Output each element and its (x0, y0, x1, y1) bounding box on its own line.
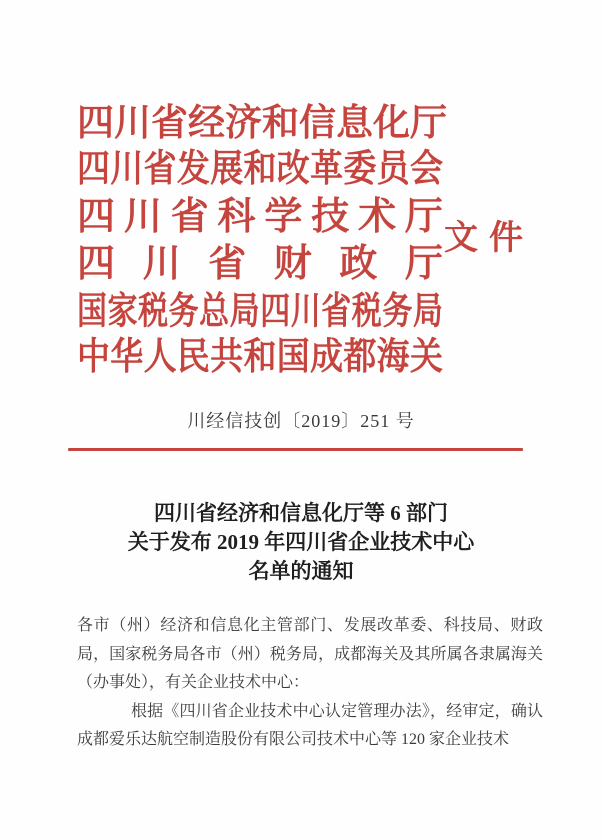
document-type-label: 文件 (444, 220, 534, 257)
red-letterhead (77, 95, 447, 379)
red-divider-line (68, 448, 523, 451)
agency-line-1: 四 川 省 经 济 和 信 息 化 厅 (77, 102, 447, 144)
document-body (77, 612, 543, 755)
title-line-1: 四川省经济和信息化厅等 6 部门 (154, 501, 448, 525)
addressee-paragraph: 各市（州）经济和信息化主管部门、发展改革委、科技局、财政局，国家税务局各市（州）税务局，成都海关及其所属各隶属海关（办事处），有关企业技术中心： (77, 617, 543, 691)
body-paragraph: 根据《四川省企业技术中心认定管理办法》，经审定，确认成都爱乐达航空制造股份有限公司技术中心等 120 家企业技术 (77, 702, 543, 748)
agency-line-4: 四 川 省 财 政 厅 (77, 243, 443, 285)
title-line-2: 关于发布 2019 年四川省企业技术中心 (127, 530, 475, 554)
agency-line-6: 中 华 人 民 共 和 国 成 都 海 关 (77, 336, 443, 379)
agency-line-5: 国 家 税 务 总 局 四 川 省 税 务 局 (77, 290, 443, 332)
agency-line-2: 四 川 省 发 展 和 改 革 委 员 会 (77, 148, 443, 191)
title-line-3: 名单的通知 (248, 559, 354, 583)
document-title (41, 499, 561, 586)
reference-number: 川经信技创〔2019〕251 号 (187, 411, 415, 431)
agency-line-3: 四 川 省 科 学 技 术 厅 (77, 196, 443, 238)
